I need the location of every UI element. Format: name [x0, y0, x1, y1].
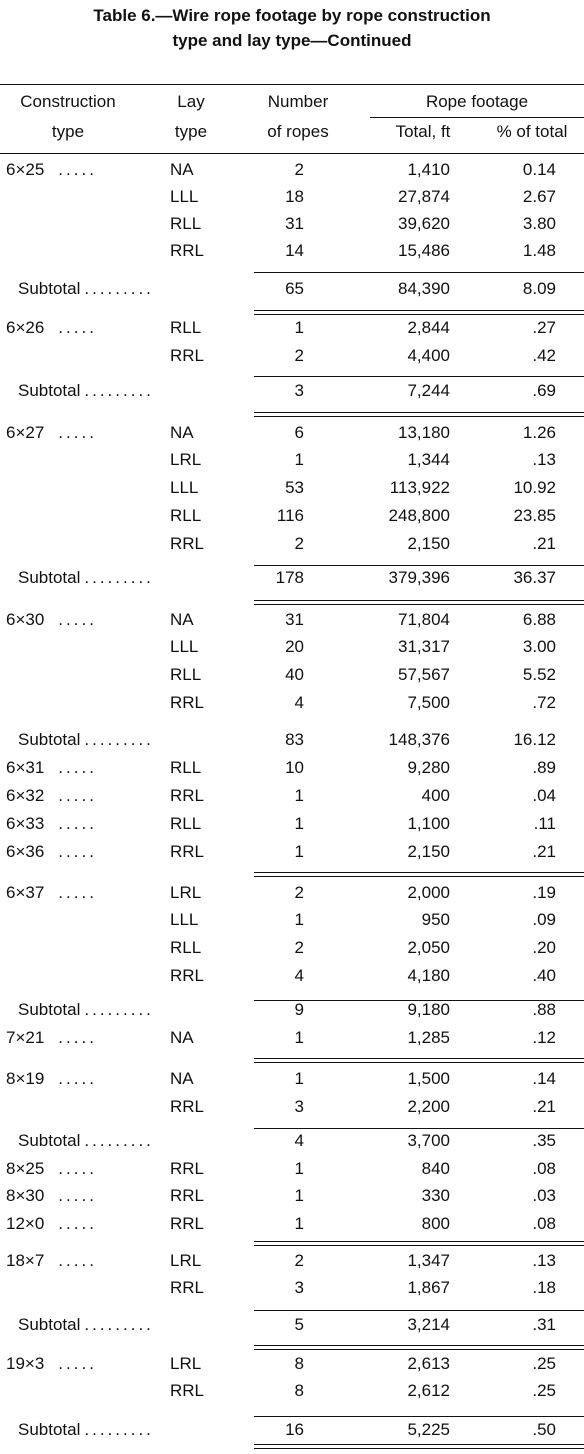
- number-of-ropes: 1: [294, 842, 304, 861]
- leader-dots: .........: [84, 1000, 154, 1019]
- pct-of-total: .21: [532, 534, 556, 553]
- total-ft: 1,500: [407, 1069, 450, 1088]
- number-of-ropes: 6: [294, 423, 304, 442]
- lay-type: RRL: [170, 693, 205, 712]
- pct-of-total: 36.37: [513, 568, 556, 587]
- leader-dots: .....: [58, 1214, 97, 1233]
- total-ft: 330: [421, 1186, 450, 1205]
- leader-dots: .....: [58, 318, 97, 337]
- number-of-ropes: 2: [294, 883, 304, 902]
- pct-of-total: 1.26: [522, 423, 556, 442]
- subtotal-rule: [254, 272, 584, 273]
- construction-type-text: 6×32: [6, 786, 45, 805]
- lay-type: RRL: [170, 1214, 205, 1233]
- total-ft: 31,317: [398, 637, 450, 656]
- lay-type: RLL: [170, 318, 202, 337]
- construction-type-text: 6×37: [6, 883, 45, 902]
- total-ft: 1,347: [407, 1251, 450, 1270]
- pct-of-total: .27: [532, 318, 556, 337]
- construction-type: [6, 883, 164, 903]
- group-double-rule: [254, 1241, 584, 1242]
- leader-dots: .....: [58, 786, 97, 805]
- total-ft: 248,800: [388, 506, 450, 525]
- total-ft: 400: [421, 786, 450, 805]
- lay-type: RRL: [170, 1159, 205, 1178]
- pct-of-total: .88: [532, 1000, 556, 1019]
- group-double-rule: [254, 600, 584, 601]
- construction-type-text: 12×0: [6, 1214, 45, 1233]
- pct-of-total: .31: [532, 1315, 556, 1334]
- header-lay-line-1: Lay: [177, 92, 205, 111]
- total-ft: 7,244: [407, 381, 450, 400]
- header-bottom-rule: [0, 153, 584, 154]
- number-of-ropes: 178: [275, 568, 304, 587]
- construction-type: [6, 1214, 164, 1234]
- lay-type: RLL: [170, 938, 202, 957]
- number-of-ropes: 83: [285, 730, 304, 749]
- group-double-rule: [254, 412, 584, 413]
- construction-type: [6, 842, 164, 862]
- total-ft: 15,486: [398, 241, 450, 260]
- leader-dots: .....: [58, 160, 97, 179]
- lay-type: LLL: [170, 637, 199, 656]
- total-ft: 113,922: [389, 478, 450, 497]
- total-ft: 379,396: [388, 568, 450, 587]
- number-of-ropes: 1: [294, 1214, 304, 1233]
- construction-type: [6, 1028, 164, 1048]
- pct-of-total: .12: [532, 1028, 556, 1047]
- construction-type: [6, 610, 164, 630]
- leader-dots: .....: [58, 1069, 97, 1088]
- construction-type-text: 8×19: [6, 1069, 45, 1088]
- subtotal-label: [18, 1315, 238, 1335]
- number-of-ropes: 1: [294, 1159, 304, 1178]
- pct-of-total: .25: [532, 1354, 556, 1373]
- pct-of-total: .35: [532, 1131, 556, 1150]
- total-ft: 4,400: [407, 346, 450, 365]
- construction-type: [6, 1069, 164, 1089]
- total-ft: 148,376: [388, 730, 450, 749]
- header-lay-line-2: type: [174, 122, 208, 141]
- subtotal-label-text: Subtotal: [18, 1420, 81, 1439]
- total-ft: 800: [421, 1214, 450, 1233]
- subtotal-label: [18, 1131, 238, 1151]
- number-of-ropes: 1: [294, 786, 304, 805]
- leader-dots: .........: [84, 730, 154, 749]
- pct-of-total: 23.85: [513, 506, 556, 525]
- subtotal-label-text: Subtotal: [18, 1000, 81, 1019]
- construction-type: [6, 758, 164, 778]
- group-double-rule: [254, 416, 584, 417]
- subtotal-label: [18, 730, 238, 750]
- total-ft: 3,214: [407, 1315, 450, 1334]
- number-of-ropes: 1: [294, 1186, 304, 1205]
- total-ft: 840: [421, 1159, 450, 1178]
- number-of-ropes: 9: [294, 1000, 304, 1019]
- lay-type: RRL: [170, 534, 205, 553]
- number-of-ropes: 65: [285, 279, 304, 298]
- group-double-rule: [254, 1448, 584, 1449]
- total-ft: 71,804: [398, 610, 450, 629]
- construction-type: [6, 1251, 164, 1271]
- pct-of-total: .19: [532, 883, 556, 902]
- construction-type-text: 6×31: [6, 758, 45, 777]
- lay-type: RLL: [170, 214, 202, 233]
- pct-of-total: .69: [532, 381, 556, 400]
- subtotal-label: [18, 279, 238, 299]
- leader-dots: .........: [84, 1315, 154, 1334]
- group-double-rule: [254, 1058, 584, 1059]
- lay-type: NA: [170, 610, 194, 629]
- total-ft: 950: [421, 910, 450, 929]
- pct-of-total: .89: [532, 758, 556, 777]
- number-of-ropes: 8: [294, 1381, 304, 1400]
- construction-type: [6, 160, 164, 180]
- group-double-rule: [254, 310, 584, 311]
- number-of-ropes: 2: [294, 938, 304, 957]
- total-ft: 2,150: [407, 534, 450, 553]
- number-of-ropes: 116: [276, 506, 304, 525]
- lay-type: LRL: [170, 450, 202, 469]
- pct-of-total: .08: [532, 1159, 556, 1178]
- pct-of-total: .42: [532, 346, 556, 365]
- subtotal-label-text: Subtotal: [18, 381, 81, 400]
- pct-of-total: 3.80: [522, 214, 556, 233]
- number-of-ropes: 1: [294, 1028, 304, 1047]
- number-of-ropes: 40: [285, 665, 304, 684]
- number-of-ropes: 31: [285, 214, 304, 233]
- number-of-ropes: 4: [294, 1131, 304, 1150]
- group-double-rule: [254, 1245, 584, 1246]
- number-of-ropes: 10: [285, 758, 304, 777]
- lay-type: RRL: [170, 966, 205, 985]
- lay-type: RLL: [170, 506, 202, 525]
- lay-type: LRL: [170, 883, 202, 902]
- number-of-ropes: 53: [285, 478, 304, 497]
- group-double-rule: [254, 1345, 584, 1346]
- total-ft: 4,180: [407, 966, 450, 985]
- leader-dots: .....: [58, 883, 97, 902]
- leader-dots: .........: [84, 568, 154, 587]
- leader-dots: .....: [58, 1186, 97, 1205]
- construction-type: [6, 814, 164, 834]
- pct-of-total: 5.52: [522, 665, 556, 684]
- lay-type: LLL: [170, 187, 199, 206]
- subtotal-label-text: Subtotal: [18, 730, 81, 749]
- total-ft: 2,200: [407, 1097, 450, 1116]
- number-of-ropes: 2: [294, 534, 304, 553]
- subtotal-label: [18, 568, 238, 588]
- number-of-ropes: 14: [285, 241, 304, 260]
- header-footage-rule: [370, 117, 584, 118]
- subtotal-rule: [254, 1000, 584, 1001]
- number-of-ropes: 1: [294, 1069, 304, 1088]
- pct-of-total: .21: [532, 842, 556, 861]
- leader-dots: .........: [84, 1131, 154, 1150]
- construction-type: [6, 1186, 164, 1206]
- subtotal-label-text: Subtotal: [18, 1315, 81, 1334]
- pct-of-total: .50: [532, 1420, 556, 1439]
- number-of-ropes: 18: [285, 187, 304, 206]
- total-ft: 9,280: [407, 758, 450, 777]
- lay-type: NA: [170, 160, 194, 179]
- group-double-rule: [254, 604, 584, 605]
- construction-type: [6, 786, 164, 806]
- group-double-rule: [254, 1062, 584, 1063]
- subtotal-label: [18, 381, 238, 401]
- number-of-ropes: 2: [294, 346, 304, 365]
- lay-type: RRL: [170, 241, 205, 260]
- pct-of-total: 10.92: [513, 478, 556, 497]
- construction-type-text: 6×27: [6, 423, 45, 442]
- lay-type: LRL: [170, 1251, 202, 1270]
- total-ft: 5,225: [407, 1420, 450, 1439]
- lay-type: RRL: [170, 1278, 205, 1297]
- lay-type: LLL: [170, 478, 199, 497]
- total-ft: 2,000: [407, 883, 450, 902]
- total-ft: 57,567: [398, 665, 450, 684]
- number-of-ropes: 2: [294, 1251, 304, 1270]
- number-of-ropes: 1: [294, 450, 304, 469]
- construction-type-text: 8×25: [6, 1159, 45, 1178]
- lay-type: NA: [170, 423, 194, 442]
- pct-of-total: .14: [532, 1069, 556, 1088]
- lay-type: RLL: [170, 758, 202, 777]
- construction-type: [6, 1159, 164, 1179]
- number-of-ropes: 1: [294, 318, 304, 337]
- pct-of-total: 1.48: [522, 241, 556, 260]
- pct-of-total: 2.67: [522, 187, 556, 206]
- number-of-ropes: 4: [294, 693, 304, 712]
- total-ft: 27,874: [398, 187, 450, 206]
- subtotal-label: [18, 1420, 238, 1440]
- number-of-ropes: 3: [294, 1097, 304, 1116]
- pct-of-total: .11: [533, 814, 556, 833]
- construction-type-text: 18×7: [6, 1251, 45, 1270]
- pct-of-total: .09: [532, 910, 556, 929]
- lay-type: RRL: [170, 346, 205, 365]
- header-pct-of-total: % of total: [496, 122, 568, 141]
- pct-of-total: 0.14: [522, 160, 556, 179]
- pct-of-total: .72: [532, 693, 556, 712]
- lay-type: RRL: [170, 1186, 205, 1205]
- number-of-ropes: 4: [294, 966, 304, 985]
- leader-dots: .....: [58, 1028, 97, 1047]
- pct-of-total: .03: [532, 1186, 556, 1205]
- header-construction-line-1: Construction: [20, 92, 116, 111]
- number-of-ropes: 1: [294, 910, 304, 929]
- number-of-ropes: 2: [294, 160, 304, 179]
- total-ft: 1,867: [407, 1278, 450, 1297]
- group-double-rule: [254, 314, 584, 315]
- table-title-line-2: type and lay type—Continued: [172, 31, 412, 50]
- lay-type: RRL: [170, 842, 205, 861]
- subtotal-label-text: Subtotal: [18, 568, 81, 587]
- pct-of-total: .25: [532, 1381, 556, 1400]
- subtotal-rule: [254, 565, 584, 566]
- pct-of-total: .13: [532, 1251, 556, 1270]
- lay-type: LRL: [170, 1354, 202, 1373]
- leader-dots: .........: [84, 381, 154, 400]
- pct-of-total: 8.09: [522, 279, 556, 298]
- lay-type: RLL: [170, 814, 202, 833]
- subtotal-rule: [254, 1128, 584, 1129]
- construction-type-text: 6×26: [6, 318, 45, 337]
- header-total-ft: Total, ft: [395, 122, 451, 141]
- leader-dots: .....: [58, 1251, 97, 1270]
- pct-of-total: .21: [532, 1097, 556, 1116]
- number-of-ropes: 31: [285, 610, 304, 629]
- number-of-ropes: 8: [294, 1354, 304, 1373]
- subtotal-rule: [254, 1310, 584, 1311]
- header-construction-line-2: type: [51, 122, 85, 141]
- construction-type-text: 6×30: [6, 610, 45, 629]
- lay-type: NA: [170, 1069, 194, 1088]
- subtotal-label-text: Subtotal: [18, 279, 81, 298]
- leader-dots: .....: [58, 842, 97, 861]
- subtotal-label-text: Subtotal: [18, 1131, 81, 1150]
- total-ft: 1,344: [407, 450, 450, 469]
- lay-type: LLL: [170, 910, 199, 929]
- leader-dots: .....: [58, 1159, 97, 1178]
- lay-type: RRL: [170, 1097, 205, 1116]
- number-of-ropes: 3: [294, 381, 304, 400]
- lay-type: RRL: [170, 786, 205, 805]
- pct-of-total: 3.00: [522, 637, 556, 656]
- total-ft: 1,100: [407, 814, 450, 833]
- leader-dots: .....: [58, 814, 97, 833]
- total-ft: 1,410: [407, 160, 450, 179]
- construction-type-text: 6×36: [6, 842, 45, 861]
- construction-type: [6, 423, 164, 443]
- header-top-rule: [0, 84, 584, 85]
- pct-of-total: 6.88: [522, 610, 556, 629]
- group-double-rule: [254, 872, 584, 873]
- group-double-rule: [254, 1444, 584, 1445]
- number-of-ropes: 1: [294, 814, 304, 833]
- construction-type-text: 8×30: [6, 1186, 45, 1205]
- lay-type: RLL: [170, 665, 202, 684]
- pct-of-total: .20: [532, 938, 556, 957]
- total-ft: 7,500: [407, 693, 450, 712]
- pct-of-total: .13: [532, 450, 556, 469]
- leader-dots: .....: [58, 1354, 97, 1373]
- pct-of-total: .04: [532, 786, 556, 805]
- construction-type: [6, 318, 164, 338]
- header-number-line-1: Number: [267, 92, 329, 111]
- pct-of-total: .18: [532, 1278, 556, 1297]
- construction-type-text: 7×21: [6, 1028, 45, 1047]
- subtotal-label: [18, 1000, 238, 1020]
- table-title-line-1: Table 6.—Wire rope footage by rope construction: [93, 6, 491, 25]
- leader-dots: .....: [58, 610, 97, 629]
- total-ft: 1,285: [407, 1028, 450, 1047]
- group-double-rule: [254, 876, 584, 877]
- construction-type: [6, 1354, 164, 1374]
- construction-type-text: 6×25: [6, 160, 45, 179]
- total-ft: 2,612: [407, 1381, 450, 1400]
- pct-of-total: .40: [532, 966, 556, 985]
- total-ft: 2,844: [407, 318, 450, 337]
- total-ft: 2,613: [407, 1354, 450, 1373]
- total-ft: 2,150: [407, 842, 450, 861]
- pct-of-total: .08: [532, 1214, 556, 1233]
- lay-type: NA: [170, 1028, 194, 1047]
- number-of-ropes: 16: [285, 1420, 304, 1439]
- leader-dots: .....: [58, 758, 97, 777]
- total-ft: 39,620: [398, 214, 450, 233]
- number-of-ropes: 3: [294, 1278, 304, 1297]
- leader-dots: .....: [58, 423, 97, 442]
- construction-type-text: 6×33: [6, 814, 45, 833]
- leader-dots: .........: [84, 279, 154, 298]
- construction-type-text: 19×3: [6, 1354, 45, 1373]
- subtotal-rule: [254, 1416, 584, 1417]
- number-of-ropes: 5: [294, 1315, 304, 1334]
- leader-dots: .........: [84, 1420, 154, 1439]
- total-ft: 3,700: [407, 1131, 450, 1150]
- total-ft: 84,390: [398, 279, 450, 298]
- total-ft: 2,050: [407, 938, 450, 957]
- group-double-rule: [254, 1349, 584, 1350]
- total-ft: 13,180: [398, 423, 450, 442]
- lay-type: RRL: [170, 1381, 205, 1400]
- total-ft: 9,180: [407, 1000, 450, 1019]
- number-of-ropes: 20: [285, 637, 304, 656]
- header-number-line-2: of ropes: [267, 122, 329, 141]
- pct-of-total: 16.12: [513, 730, 556, 749]
- header-rope-footage: Rope footage: [425, 92, 529, 111]
- subtotal-rule: [254, 376, 584, 377]
